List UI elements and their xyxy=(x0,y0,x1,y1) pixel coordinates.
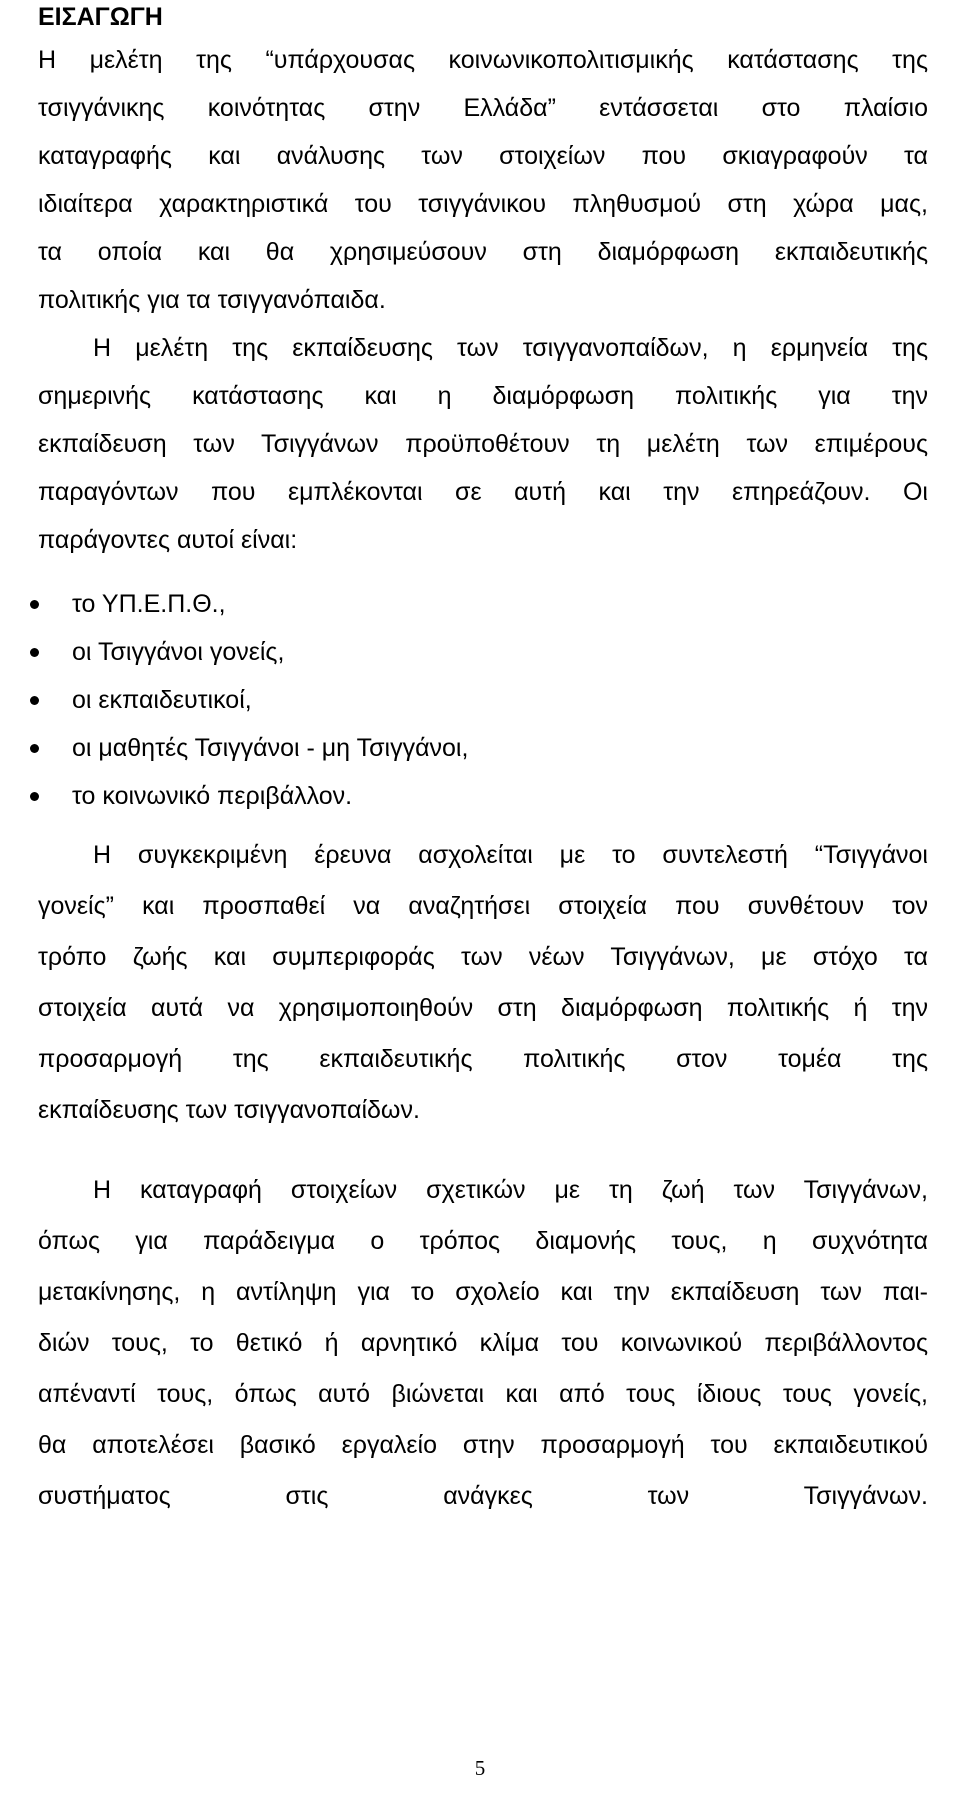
paragraph-3-line: γονείς” και προσπαθεί να αναζητήσει στοιχεία που συνθέτουν τον xyxy=(38,892,928,920)
paragraph-2-line: εκπαίδευση των Τσιγγάνων προϋποθέτουν τη μελέτη των επιμέρους xyxy=(38,430,928,458)
paragraph-3-line: εκπαίδευσης των τσιγγανοπαίδων. xyxy=(38,1096,420,1124)
paragraph-4-line: Η καταγραφή στοιχείων σχετικών με τη ζωή των Τσιγγάνων, xyxy=(93,1176,928,1204)
paragraph-1-line: τα οποία και θα χρησιμεύσουν στη διαμόρφωση εκπαιδευτικής xyxy=(38,238,928,266)
paragraph-1-line: πολιτικής για τα τσιγγανόπαιδα. xyxy=(38,286,386,314)
bullet-icon xyxy=(30,696,39,705)
paragraph-2-line: παράγοντες αυτοί είναι: xyxy=(38,526,298,554)
paragraph-4-line: συστήματος στις ανάγκες των Τσιγγάνων. xyxy=(38,1482,928,1510)
paragraph-2-line: σημερινής κατάστασης και η διαμόρφωση πολιτικής για την xyxy=(38,382,928,410)
list-item: οι Τσιγγάνοι γονείς, xyxy=(72,638,285,666)
paragraph-4-line: μετακίνησης, η αντίληψη για το σχολείο και την εκπαίδευση των παι- xyxy=(38,1278,928,1306)
paragraph-4-line: όπως για παράδειγμα ο τρόπος διαμονής τους, η συχνότητα xyxy=(38,1227,928,1255)
list-item: οι εκπαιδευτικοί, xyxy=(72,686,252,714)
paragraph-2-line: Η μελέτη της εκπαίδευσης των τσιγγανοπαίδων, η ερμηνεία της xyxy=(93,334,928,362)
paragraph-1-line: τσιγγάνικης κοινότητας στην Ελλάδα” εντάσσεται στο πλαίσιο xyxy=(38,94,928,122)
section-heading: ΕΙΣΑΓΩΓΗ xyxy=(38,3,163,31)
paragraph-4-line: θα αποτελέσει βασικό εργαλείο στην προσαρμογή του εκπαιδευτικού xyxy=(38,1431,928,1459)
paragraph-1-line: καταγραφής και ανάλυσης των στοιχείων που σκιαγραφούν τα xyxy=(38,142,928,170)
paragraph-1-line: Η μελέτη της “υπάρχουσας κοινωνικοπολιτισμικής κατάστασης της xyxy=(38,46,928,74)
bullet-icon xyxy=(30,648,39,657)
paragraph-3-line: στοιχεία αυτά να χρησιμοποιηθούν στη διαμόρφωση πολιτικής ή την xyxy=(38,994,928,1022)
bullet-icon xyxy=(30,600,39,609)
bullet-icon xyxy=(30,792,39,801)
paragraph-2-line: παραγόντων που εμπλέκονται σε αυτή και την επηρεάζουν. Οι xyxy=(38,478,928,506)
paragraph-4-line: απέναντί τους, όπως αυτό βιώνεται και από τους ίδιους τους γονείς, xyxy=(38,1380,928,1408)
paragraph-3-line: προσαρμογή της εκπαιδευτικής πολιτικής στον τομέα της xyxy=(38,1045,928,1073)
paragraph-4-line: διών τους, το θετικό ή αρνητικό κλίμα του κοινωνικού περιβάλλοντος xyxy=(38,1329,928,1357)
list-item: οι μαθητές Τσιγγάνοι - μη Τσιγγάνοι, xyxy=(72,734,469,762)
paragraph-1-line: ιδιαίτερα χαρακτηριστικά του τσιγγάνικου πληθυσμού στη χώρα μας, xyxy=(38,190,928,218)
list-item: το κοινωνικό περιβάλλον. xyxy=(72,782,353,810)
paragraph-3-line: τρόπο ζωής και συμπεριφοράς των νέων Τσιγγάνων, με στόχο τα xyxy=(38,943,928,971)
list-item: το ΥΠ.Ε.Π.Θ., xyxy=(72,590,226,618)
page-number: 5 xyxy=(474,1756,486,1780)
paragraph-3-line: Η συγκεκριμένη έρευνα ασχολείται με το συντελεστή “Τσιγγάνοι xyxy=(93,841,928,869)
bullet-icon xyxy=(30,744,39,753)
